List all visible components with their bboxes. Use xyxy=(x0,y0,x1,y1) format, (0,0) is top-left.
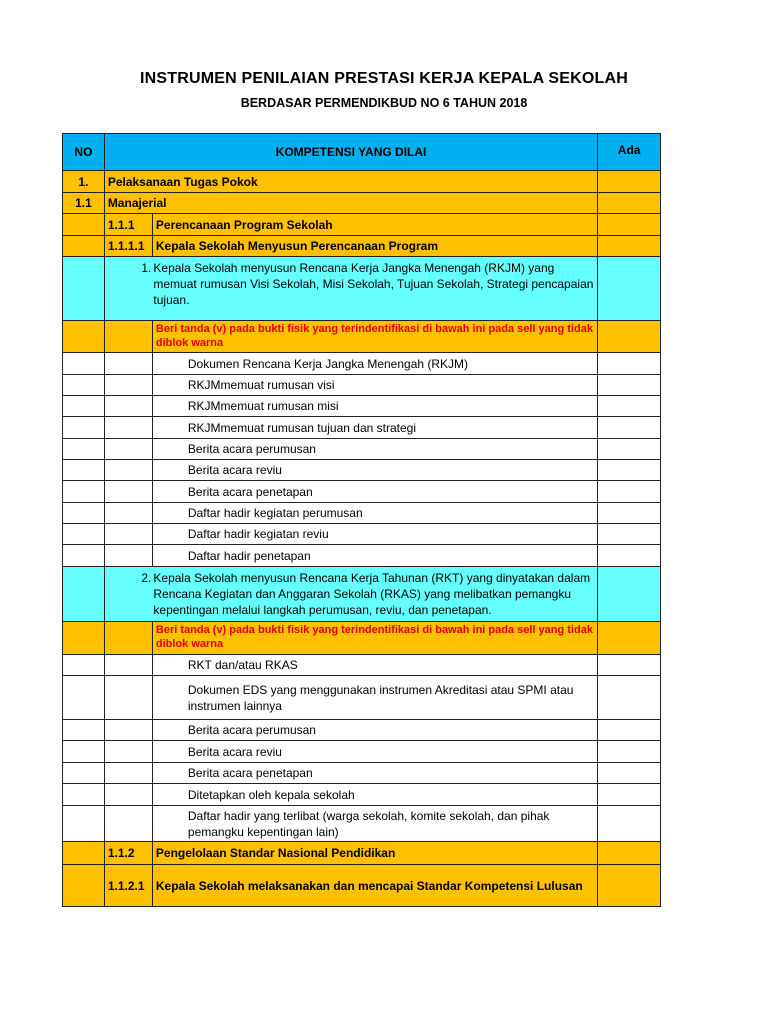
subsection-number: 1.1.1 xyxy=(104,214,152,236)
ada-check-cell[interactable] xyxy=(598,439,661,460)
empty-cell xyxy=(104,622,152,655)
ada-check-cell[interactable] xyxy=(598,481,661,503)
empty-cell xyxy=(104,417,152,439)
empty-cell xyxy=(63,622,105,655)
section-number: 1. xyxy=(63,171,105,193)
evidence-text: Daftar hadir kegiatan perumusan xyxy=(152,503,597,524)
evidence-row xyxy=(63,806,661,842)
empty-cell xyxy=(104,524,152,545)
subsection-label: Kepala Sekolah melaksanakan dan mencapai Standar Kompetensi Lulusan xyxy=(152,865,597,907)
ada-cell xyxy=(598,214,661,236)
subsection-row xyxy=(63,236,661,257)
empty-cell xyxy=(104,375,152,396)
ada-check-cell[interactable] xyxy=(598,784,661,806)
evidence-text: Dokumen Rencana Kerja Jangka Menengah (RKJM) xyxy=(152,353,597,375)
evidence-text: Daftar hadir yang terlibat (warga sekolah, komite sekolah, dan pihak pemangku kepentingan lain) xyxy=(152,806,597,842)
evidence-row xyxy=(63,784,661,806)
instruction-row xyxy=(63,321,661,353)
empty-cell xyxy=(104,460,152,481)
evidence-text: RKJMmemuat rumusan tujuan dan strategi xyxy=(152,417,597,439)
ada-check-cell[interactable] xyxy=(598,460,661,481)
criteria-number: 2. xyxy=(104,567,152,622)
empty-cell xyxy=(63,214,105,236)
header-no: NO xyxy=(63,134,105,171)
evidence-text: RKT dan/atau RKAS xyxy=(152,655,597,676)
criteria-text: Kepala Sekolah menyusun Rencana Kerja Tahunan (RKT) yang dinyatakan dalam Rencana Kegiatan dan Anggaran Sekolah (RKAS) yang melibatkan pemangku kepentingan melalui langkah perumusan, reviu, dan penetapan. xyxy=(152,567,597,622)
empty-cell xyxy=(104,321,152,353)
empty-cell xyxy=(63,842,105,865)
empty-cell xyxy=(63,375,105,396)
section-label: Manajerial xyxy=(104,193,597,214)
empty-cell xyxy=(104,741,152,763)
ada-check-cell[interactable] xyxy=(598,676,661,720)
instruction-text: Beri tanda (v) pada bukti fisik yang terindentifikasi di bawah ini pada sell yang tidak diblok warna xyxy=(152,622,597,655)
empty-cell xyxy=(63,806,105,842)
empty-cell xyxy=(104,806,152,842)
ada-cell xyxy=(598,193,661,214)
empty-cell xyxy=(63,676,105,720)
ada-cell xyxy=(598,865,661,907)
header-row xyxy=(63,134,661,171)
empty-cell xyxy=(63,321,105,353)
evidence-text: RKJMmemuat rumusan visi xyxy=(152,375,597,396)
ada-cell xyxy=(598,171,661,193)
evidence-row xyxy=(63,676,661,720)
empty-cell xyxy=(63,865,105,907)
empty-cell xyxy=(63,720,105,741)
empty-cell xyxy=(63,545,105,567)
subsection-label: Perencanaan Program Sekolah xyxy=(152,214,597,236)
empty-cell xyxy=(63,396,105,417)
ada-check-cell[interactable] xyxy=(598,806,661,842)
section-number: 1.1 xyxy=(63,193,105,214)
subsection-label: Pengelolaan Standar Nasional Pendidikan xyxy=(152,842,597,865)
instruction-row xyxy=(63,622,661,655)
evidence-group-2 xyxy=(63,655,661,842)
ada-check-cell[interactable] xyxy=(598,417,661,439)
assessment-table xyxy=(62,133,661,907)
evidence-row xyxy=(63,720,661,741)
document-title: INSTRUMEN PENILAIAN PRESTASI KERJA KEPALA SEKOLAH xyxy=(139,70,629,87)
evidence-row xyxy=(63,763,661,784)
evidence-text: Berita acara penetapan xyxy=(152,763,597,784)
evidence-group-1 xyxy=(63,353,661,567)
empty-cell xyxy=(63,257,105,321)
empty-cell xyxy=(104,439,152,460)
evidence-row xyxy=(63,460,661,481)
empty-cell xyxy=(63,784,105,806)
evidence-text: Berita acara perumusan xyxy=(152,439,597,460)
ada-check-cell[interactable] xyxy=(598,375,661,396)
ada-cell xyxy=(598,257,661,321)
empty-cell xyxy=(63,567,105,622)
ada-check-cell[interactable] xyxy=(598,545,661,567)
section-row xyxy=(63,171,661,193)
empty-cell xyxy=(63,460,105,481)
ada-check-cell[interactable] xyxy=(598,503,661,524)
ada-check-cell[interactable] xyxy=(598,720,661,741)
evidence-text: Berita acara reviu xyxy=(152,460,597,481)
evidence-row xyxy=(63,439,661,460)
empty-cell xyxy=(104,396,152,417)
empty-cell xyxy=(63,417,105,439)
ada-cell xyxy=(598,321,661,353)
evidence-text: Daftar hadir penetapan xyxy=(152,545,597,567)
document-subtitle: BERDASAR PERMENDIKBUD NO 6 TAHUN 2018 xyxy=(240,96,528,110)
evidence-text: Dokumen EDS yang menggunakan instrumen Akreditasi atau SPMI atau instrumen lainnya xyxy=(152,676,597,720)
empty-cell xyxy=(104,676,152,720)
empty-cell xyxy=(63,763,105,784)
ada-check-cell[interactable] xyxy=(598,524,661,545)
evidence-text: Daftar hadir kegiatan reviu xyxy=(152,524,597,545)
evidence-row xyxy=(63,396,661,417)
criteria-row xyxy=(63,257,661,321)
ada-check-cell[interactable] xyxy=(598,655,661,676)
section-row xyxy=(63,193,661,214)
empty-cell xyxy=(63,741,105,763)
evidence-text: Berita acara reviu xyxy=(152,741,597,763)
evidence-text: Berita acara penetapan xyxy=(152,481,597,503)
subsection-row xyxy=(63,842,661,865)
subsection-row xyxy=(63,865,661,907)
empty-cell xyxy=(104,503,152,524)
empty-cell xyxy=(104,481,152,503)
empty-cell xyxy=(63,503,105,524)
empty-cell xyxy=(63,439,105,460)
empty-cell xyxy=(104,353,152,375)
ada-cell xyxy=(598,567,661,622)
evidence-text: RKJMmemuat rumusan misi xyxy=(152,396,597,417)
evidence-row xyxy=(63,655,661,676)
criteria-row xyxy=(63,567,661,622)
empty-cell xyxy=(63,353,105,375)
empty-cell xyxy=(63,236,105,257)
empty-cell xyxy=(63,524,105,545)
evidence-row xyxy=(63,524,661,545)
empty-cell xyxy=(104,545,152,567)
header-kompetensi: KOMPETENSI YANG DILAI xyxy=(104,134,597,171)
evidence-row xyxy=(63,417,661,439)
ada-check-cell[interactable] xyxy=(598,353,661,375)
ada-cell xyxy=(598,842,661,865)
evidence-row xyxy=(63,545,661,567)
empty-cell xyxy=(104,655,152,676)
subsection-number: 1.1.1.1 xyxy=(104,236,152,257)
evidence-row xyxy=(63,503,661,524)
empty-cell xyxy=(63,481,105,503)
evidence-row xyxy=(63,353,661,375)
evidence-text: Berita acara perumusan xyxy=(152,720,597,741)
evidence-row xyxy=(63,375,661,396)
header-ada: Ada xyxy=(598,134,661,171)
evidence-row xyxy=(63,741,661,763)
ada-check-cell[interactable] xyxy=(598,396,661,417)
evidence-row xyxy=(63,481,661,503)
criteria-text: Kepala Sekolah menyusun Rencana Kerja Jangka Menengah (RKJM) yang memuat rumusan Visi Sekolah, Misi Sekolah, Tujuan Sekolah, Strategi pencapaian tujuan. xyxy=(152,257,597,321)
empty-cell xyxy=(63,655,105,676)
empty-cell xyxy=(104,720,152,741)
evidence-text: Ditetapkan oleh kepala sekolah xyxy=(152,784,597,806)
subsection-number: 1.1.2 xyxy=(104,842,152,865)
ada-check-cell[interactable] xyxy=(598,741,661,763)
ada-cell xyxy=(598,236,661,257)
instruction-text: Beri tanda (v) pada bukti fisik yang terindentifikasi di bawah ini pada sell yang tidak diblok warna xyxy=(152,321,597,353)
ada-check-cell[interactable] xyxy=(598,763,661,784)
criteria-number: 1. xyxy=(104,257,152,321)
subsection-number: 1.1.2.1 xyxy=(104,865,152,907)
subsection-label: Kepala Sekolah Menyusun Perencanaan Program xyxy=(152,236,597,257)
subsection-row xyxy=(63,214,661,236)
ada-cell xyxy=(598,622,661,655)
empty-cell xyxy=(104,763,152,784)
empty-cell xyxy=(104,784,152,806)
section-label: Pelaksanaan Tugas Pokok xyxy=(104,171,597,193)
